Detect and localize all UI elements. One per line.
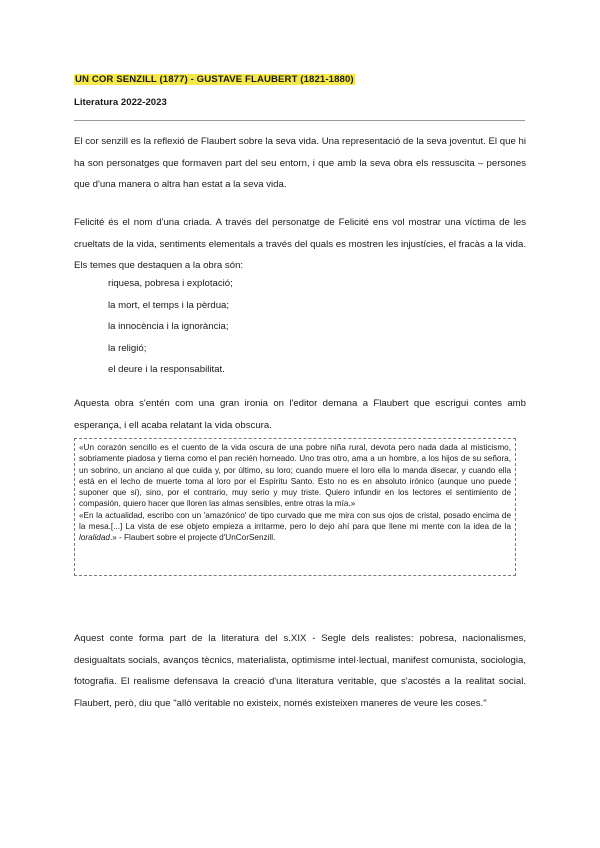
themes-list <box>108 273 233 381</box>
list-item: la mort, el temps i la pèrdua; <box>108 299 230 311</box>
list-item: riquesa, pobresa i explotació; <box>108 278 233 289</box>
list-item: la innocència i la ignorància; <box>108 321 229 332</box>
quote-second-main: «En la actualidad, escribo con un 'amazónico' de tipo curvado que me mira con sus ojos de cristal, posado encima de la mesa.[...] La vista de ese objeto empieza a irritarme, pero lo dejo ahí para que llene mi mente con la idea de la <box>79 510 511 532</box>
quote-source: .» - Flaubert sobre el projecte d'UnCorSenzill. <box>109 533 276 543</box>
irony-paragraph: Aquesta obra s'entén com una gran ironia on l'editor demana a Flaubert que escrigui contes amb esperança, i ell acaba relatant la vida obscura. <box>74 398 526 431</box>
quote-box <box>74 438 516 576</box>
document-title: UN COR SENZILL (1877) - GUSTAVE FLAUBERT (1821-1880) <box>75 74 354 85</box>
quote-first: «Un corazón sencillo es el cuento de la vida oscura de una pobre niña rural, devota pero nada dada al misticismo, sobriamente piadosa y tierna como el pan recién horneado. Uno tras otro, ama a un hombre, a los hijos de su señora, un sobrino, un anciano al que cuida y, por último, su loro; cuando muere el loro ella lo manda disecar, y cuando ella está en el lecho de muerte toma al loro por el Espíritu Santo. Esto no es en absoluto irónico (aunque uno puede suponer que sí), sino, por el contrario, muy serio y muy triste. Quiero infundir en los lectores el sentimiento de compasión, quiero hacer que lloren las almas sensibles, entre otras la mía.» <box>79 443 511 509</box>
felicite-paragraph: Felicité és el nom d'una criada. A través del personatge de Felicité ens vol mostrar una víctima de les crueltats de la vida, sentiments elementals a través del quals es mostren les injustícies, el fracàs a la vida. Els temes que destaquen a la obra són: <box>74 217 526 271</box>
quote-second-italic: loralidad <box>79 533 110 543</box>
title-divider <box>74 120 525 121</box>
list-item: el deure i la responsabilitat. <box>108 364 225 375</box>
quote-second <box>79 510 511 544</box>
document-subtitle: Literatura 2022-2023 <box>74 97 167 108</box>
list-item: la religió; <box>108 342 147 354</box>
intro-paragraph: El cor senzill es la reflexió de Flaubert sobre la seva vida. Una representació de la seva joventut. El que hi ha son personatges que formaven part del seu entorn, i que amb la seva obra els ressuscita – persones que d'una manera o altra han estat a la seva vida. <box>74 136 526 190</box>
realism-paragraph: Aquest conte forma part de la literatura del s.XIX - Segle dels realistes: pobresa, nacionalismes, desigualtats socials, avanços tècnics, materialista, optimisme intel·lectual, manifest comunista, sociologia, fotografia. El realisme defensava la creació d'una literatura veritable, que s'acostés a la realitat social. Flaubert, però, diu que "allò veritable no existeix, només existeixen maneres de veure les coses." <box>74 633 526 709</box>
